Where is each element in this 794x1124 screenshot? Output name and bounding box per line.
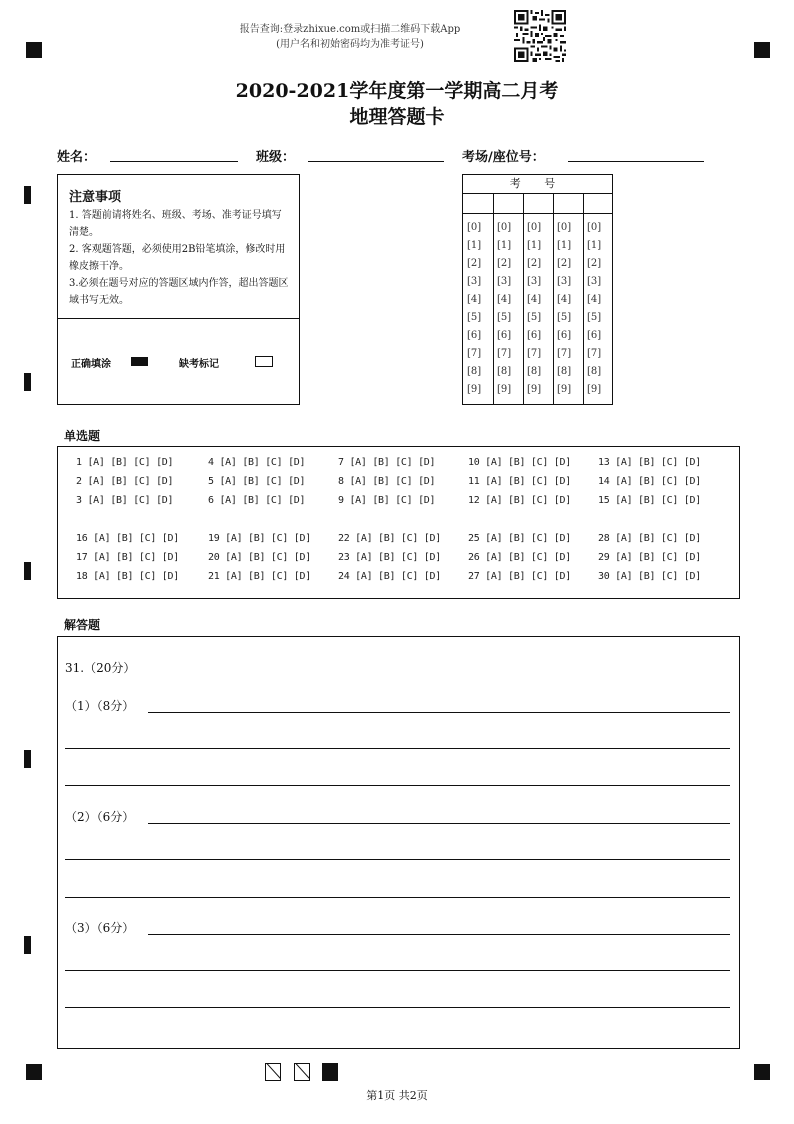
choice-question[interactable]: 23 [A] [B] [C] [D] xyxy=(338,552,441,563)
absent-legend-label: 缺考标记 xyxy=(179,359,219,370)
choice-question[interactable]: 12 [A] [B] [C] [D] xyxy=(468,495,571,506)
exam-digit-bubble[interactable]: [6] xyxy=(497,330,512,341)
qr-code-icon xyxy=(514,10,566,62)
exam-digit-bubble[interactable]: [2] xyxy=(467,258,482,269)
exam-digit-bubble[interactable]: [9] xyxy=(587,384,602,395)
notice-divider xyxy=(58,318,299,319)
exam-digit-bubble[interactable]: [4] xyxy=(527,294,542,305)
choice-question[interactable]: 18 [A] [B] [C] [D] xyxy=(76,571,179,582)
page-number: 第1页 共2页 xyxy=(366,1089,428,1102)
class-field[interactable] xyxy=(308,160,444,162)
choice-question[interactable]: 11 [A] [B] [C] [D] xyxy=(468,476,571,487)
registration-mark xyxy=(26,42,42,58)
exam-digit-bubble[interactable]: [7] xyxy=(497,348,512,359)
report-notice-line2: (用户名和初始密码均为准考证号) xyxy=(276,39,424,50)
exam-digit-bubble[interactable]: [0] xyxy=(587,222,602,233)
exam-digit-bubble[interactable]: [7] xyxy=(587,348,602,359)
exam-digit-bubble[interactable]: [6] xyxy=(557,330,572,341)
choice-question[interactable]: 26 [A] [B] [C] [D] xyxy=(468,552,571,563)
exam-digit-bubble[interactable]: [9] xyxy=(467,384,482,395)
choice-question[interactable]: 16 [A] [B] [C] [D] xyxy=(76,533,179,544)
answer-box xyxy=(57,636,740,1049)
filled-sample xyxy=(131,357,148,366)
notice-title: 注意事项 xyxy=(69,190,122,205)
seat-label: 考场/座位号： xyxy=(462,150,545,165)
exam-digit-bubble[interactable]: [3] xyxy=(557,276,572,287)
choice-question[interactable]: 21 [A] [B] [C] [D] xyxy=(208,571,311,582)
choice-question[interactable]: 13 [A] [B] [C] [D] xyxy=(598,457,701,468)
exam-digit-bubble[interactable]: [8] xyxy=(527,366,542,377)
exam-digit-bubble[interactable]: [6] xyxy=(467,330,482,341)
answer-line[interactable] xyxy=(65,1007,730,1008)
timing-mark xyxy=(24,750,31,768)
exam-digit-bubble[interactable]: [1] xyxy=(497,240,512,251)
report-notice xyxy=(230,22,470,52)
choice-question[interactable]: 22 [A] [B] [C] [D] xyxy=(338,533,441,544)
exam-digit-bubble[interactable]: [2] xyxy=(497,258,512,269)
exam-digit-bubble[interactable]: [1] xyxy=(557,240,572,251)
part-label: （3）（6分） xyxy=(65,921,135,935)
exam-digit-bubble[interactable]: [6] xyxy=(587,330,602,341)
notice-item: 2. 客观题答题，必须使用2B铅笔填涂，修改时用橡皮擦干净。 xyxy=(69,244,286,272)
registration-mark xyxy=(754,1064,770,1080)
class-label: 班级： xyxy=(256,150,296,165)
answer-line[interactable] xyxy=(65,970,730,971)
exam-number-write-row[interactable] xyxy=(463,193,612,214)
choice-question[interactable]: 29 [A] [B] [C] [D] xyxy=(598,552,701,563)
timing-mark xyxy=(24,186,31,204)
exam-digit-bubble[interactable]: [7] xyxy=(557,348,572,359)
exam-digit-bubble[interactable]: [3] xyxy=(527,276,542,287)
timing-mark xyxy=(24,562,31,580)
exam-digit-bubble[interactable]: [5] xyxy=(467,312,482,323)
page-code-box xyxy=(294,1063,310,1081)
answer-line[interactable] xyxy=(65,785,730,786)
registration-mark xyxy=(754,42,770,58)
part-label: （1）（8分） xyxy=(65,699,135,713)
choice-section-label: 单选题 xyxy=(64,429,101,443)
choice-question[interactable]: 2 [A] [B] [C] [D] xyxy=(76,476,174,487)
choice-question[interactable]: 10 [A] [B] [C] [D] xyxy=(468,457,571,468)
choice-question[interactable]: 30 [A] [B] [C] [D] xyxy=(598,571,701,582)
exam-digit-bubble[interactable]: [0] xyxy=(467,222,482,233)
exam-digit-bubble[interactable]: [8] xyxy=(467,366,482,377)
exam-digit-bubble[interactable]: [4] xyxy=(587,294,602,305)
answer-line[interactable] xyxy=(65,859,730,860)
choice-box xyxy=(57,446,740,599)
report-notice-line1: 报告查询:登录zhixue.com或扫描二维码下载App xyxy=(239,24,461,35)
choice-question[interactable]: 1 [A] [B] [C] [D] xyxy=(76,457,174,468)
choice-question[interactable]: 9 [A] [B] [C] [D] xyxy=(338,495,436,506)
choice-question[interactable]: 17 [A] [B] [C] [D] xyxy=(76,552,179,563)
choice-question[interactable]: 27 [A] [B] [C] [D] xyxy=(468,571,571,582)
exam-digit-bubble[interactable]: [2] xyxy=(557,258,572,269)
exam-digit-bubble[interactable]: [5] xyxy=(527,312,542,323)
name-field[interactable] xyxy=(110,160,238,162)
exam-digit-bubble[interactable]: [0] xyxy=(557,222,572,233)
notice-box xyxy=(57,174,300,405)
answer-line[interactable] xyxy=(148,934,730,935)
exam-digit-bubble[interactable]: [0] xyxy=(527,222,542,233)
filled-legend-label: 正确填涂 xyxy=(71,359,111,370)
choice-question[interactable]: 15 [A] [B] [C] [D] xyxy=(598,495,701,506)
answer-section-label: 解答题 xyxy=(64,618,101,632)
exam-digit-bubble[interactable]: [7] xyxy=(467,348,482,359)
notice-item: 1. 答题前请将姓名、班级、考场、准考证号填写清楚。 xyxy=(69,210,282,238)
notice-item: 3.必须在题号对应的答题区域内作答，超出答题区域书写无效。 xyxy=(69,278,289,306)
exam-digit-bubble[interactable]: [7] xyxy=(527,348,542,359)
exam-digit-bubble[interactable]: [5] xyxy=(497,312,512,323)
choice-question[interactable]: 20 [A] [B] [C] [D] xyxy=(208,552,311,563)
exam-digit-bubble[interactable]: [2] xyxy=(527,258,542,269)
answer-line[interactable] xyxy=(65,748,730,749)
exam-number-header: 考 号 xyxy=(463,175,612,194)
timing-mark xyxy=(24,936,31,954)
page-title: 2020-2021学年度第一学期高二月考 xyxy=(235,80,559,102)
exam-digit-bubble[interactable]: [6] xyxy=(527,330,542,341)
exam-digit-bubble[interactable]: [8] xyxy=(497,366,512,377)
exam-digit-bubble[interactable]: [2] xyxy=(587,258,602,269)
column-divider xyxy=(553,193,554,404)
choice-question[interactable]: 5 [A] [B] [C] [D] xyxy=(208,476,306,487)
exam-digit-bubble[interactable]: [5] xyxy=(557,312,572,323)
exam-digit-bubble[interactable]: [8] xyxy=(557,366,572,377)
answer-line[interactable] xyxy=(65,897,730,898)
exam-digit-bubble[interactable]: [9] xyxy=(557,384,572,395)
exam-digit-bubble[interactable]: [3] xyxy=(467,276,482,287)
exam-digit-bubble[interactable]: [3] xyxy=(497,276,512,287)
exam-digit-bubble[interactable]: [9] xyxy=(497,384,512,395)
exam-digit-bubble[interactable]: [4] xyxy=(467,294,482,305)
choice-question[interactable]: 14 [A] [B] [C] [D] xyxy=(598,476,701,487)
exam-digit-bubble[interactable]: [1] xyxy=(527,240,542,251)
answer-line[interactable] xyxy=(148,823,730,824)
exam-digit-bubble[interactable]: [3] xyxy=(587,276,602,287)
choice-question[interactable]: 25 [A] [B] [C] [D] xyxy=(468,533,571,544)
exam-digit-bubble[interactable]: [9] xyxy=(527,384,542,395)
choice-question[interactable]: 7 [A] [B] [C] [D] xyxy=(338,457,436,468)
exam-digit-bubble[interactable]: [1] xyxy=(467,240,482,251)
exam-number-box xyxy=(462,174,613,405)
choice-question[interactable]: 6 [A] [B] [C] [D] xyxy=(208,495,306,506)
name-label: 姓名： xyxy=(57,150,97,165)
registration-mark xyxy=(26,1064,42,1080)
choice-question[interactable]: 24 [A] [B] [C] [D] xyxy=(338,571,441,582)
part-label: （2）（6分） xyxy=(65,810,135,824)
column-divider xyxy=(493,193,494,404)
choice-question[interactable]: 8 [A] [B] [C] [D] xyxy=(338,476,436,487)
timing-mark xyxy=(24,373,31,391)
choice-question[interactable]: 3 [A] [B] [C] [D] xyxy=(76,495,174,506)
page-subtitle: 地理答题卡 xyxy=(349,106,445,128)
exam-digit-bubble[interactable]: [4] xyxy=(497,294,512,305)
seat-field[interactable] xyxy=(568,160,704,162)
absent-mark-box[interactable] xyxy=(255,356,273,367)
page-code-box xyxy=(265,1063,281,1081)
column-divider xyxy=(583,193,584,404)
page-code-box xyxy=(322,1063,338,1081)
answer-line[interactable] xyxy=(148,712,730,713)
choice-question[interactable]: 19 [A] [B] [C] [D] xyxy=(208,533,311,544)
exam-digit-bubble[interactable]: [8] xyxy=(587,366,602,377)
choice-question[interactable]: 28 [A] [B] [C] [D] xyxy=(598,533,701,544)
exam-digit-bubble[interactable]: [4] xyxy=(557,294,572,305)
exam-digit-bubble[interactable]: [1] xyxy=(587,240,602,251)
exam-digit-bubble[interactable]: [0] xyxy=(497,222,512,233)
choice-question[interactable]: 4 [A] [B] [C] [D] xyxy=(208,457,306,468)
exam-digit-bubble[interactable]: [5] xyxy=(587,312,602,323)
question-title: 31.（20分） xyxy=(65,661,136,675)
column-divider xyxy=(523,193,524,404)
